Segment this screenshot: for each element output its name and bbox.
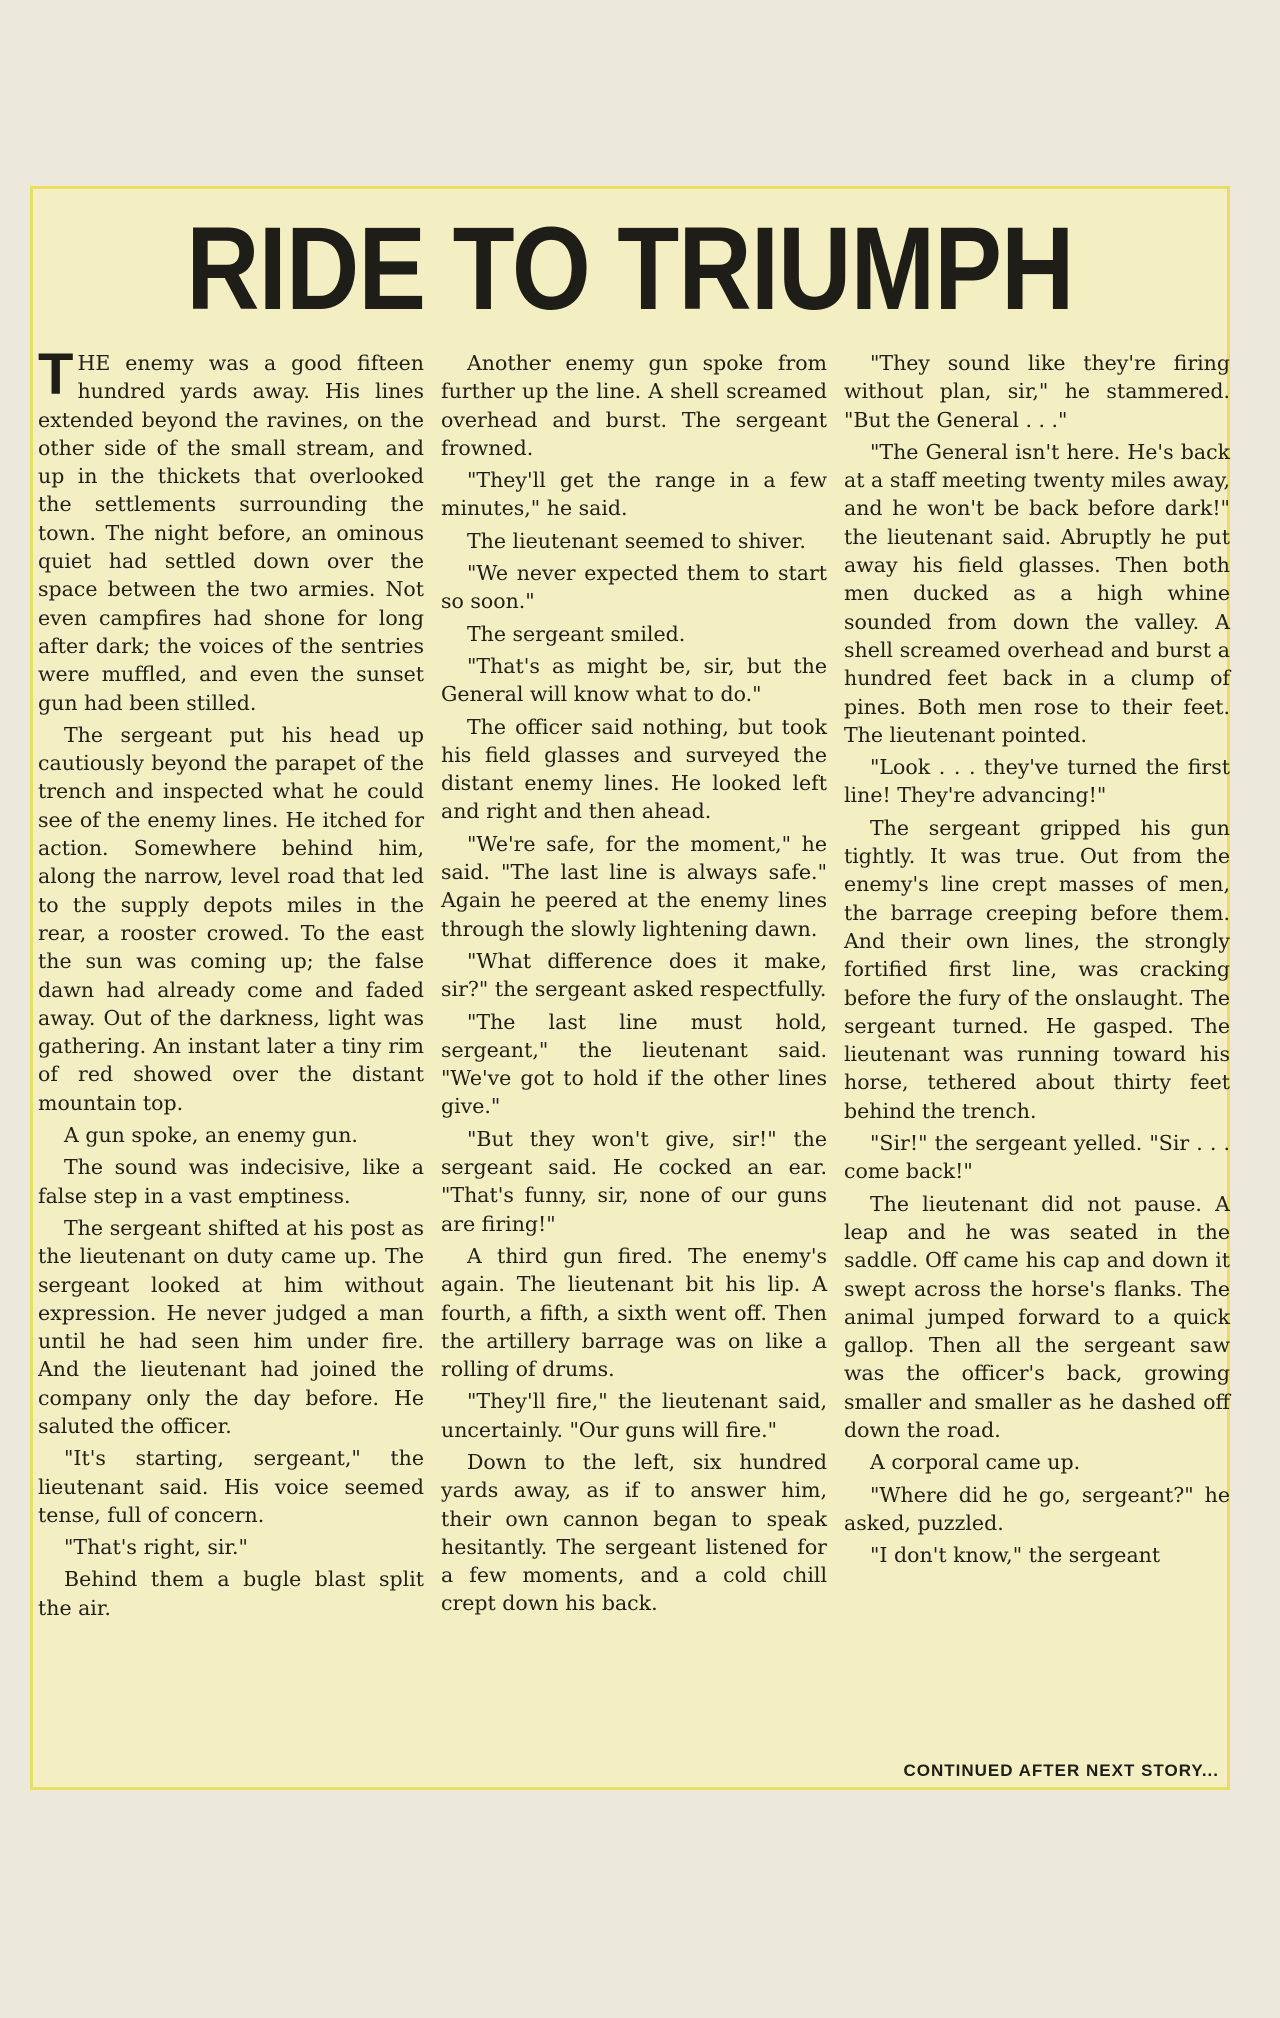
paragraph: A corporal came up. bbox=[870, 1450, 1081, 1475]
paragraph: "We never expected them to start so soon." bbox=[441, 561, 827, 614]
paragraph: "It's starting, sergeant," the lieutenant said. His voice seemed tense, full of concern. bbox=[38, 1446, 424, 1527]
paragraph: "The General isn't here. He's back at a staff meeting twenty miles away, and he won't be back before dark!" the lieutenant said. Abruptly he put away his field glasses. Then both men ducked as a high whine sounded from down the valley. A shell screamed overhead and burst a hundred feet back in a clump of pines. Both men rose to their feet. The lieutenant pointed. bbox=[844, 439, 1230, 747]
paragraph: Down to the left, six hundred yards away, as if to answer him, their own cannon began to speak hesitantly. The sergeant listened for a few moments, and a cold chill crept down his back. bbox=[441, 1449, 827, 1616]
paragraph: "But they won't give, sir!" the sergeant said. He cocked an ear. "That's funny, sir, none of our guns are firing!" bbox=[441, 1126, 827, 1236]
paragraph: "They'll get the range in a few minutes," he said. bbox=[441, 468, 827, 521]
paragraph: The sergeant put his head up cautiously beyond the parapet of the trench and inspected what he could see of the enemy lines. He itched for action. Somewhere behind him, along the narrow, level road that led to the supply depots miles in the rear, a rooster crowed. To the east the sun was coming up; the false dawn had already come and faded away. Out of the darkness, light was gathering. An instant later a tiny rim of red showed over the distant mountain top. bbox=[38, 722, 424, 1115]
paragraph: The sound was indecisive, like a false step in a vast emptiness. bbox=[38, 1155, 424, 1208]
text-column-3 bbox=[844, 349, 1230, 1573]
paragraph: The sergeant shifted at his post as the lieutenant on duty came up. The sergeant looked at him without expression. He never judged a man until he had seen him under fire. And the lieutenant had joined the company only the day before. He saluted the officer. bbox=[38, 1215, 424, 1438]
paragraph: The lieutenant seemed to shiver. bbox=[467, 528, 806, 553]
continued-notice: CONTINUED AFTER NEXT STORY... bbox=[903, 1761, 1219, 1780]
story-title bbox=[33, 189, 1227, 349]
paragraph: The sergeant gripped his gun tightly. It was true. Out from the enemy's line crept masses of men, the barrage creeping before them. And their own lines, the strongly fortified first line, was cracking before the fury of the onslaught. The sergeant turned. He gasped. The lieutenant was running toward his horse, tethered about thirty feet behind the trench. bbox=[844, 815, 1230, 1123]
paragraph: "Where did he go, sergeant?" he asked, puzzled. bbox=[844, 1482, 1230, 1535]
story-title-text: RIDE TO TRIUMPH bbox=[186, 203, 1074, 335]
paragraph: Another enemy gun spoke from further up the line. A shell screamed overhead and burst. The sergeant frowned. bbox=[441, 351, 827, 460]
text-column-2 bbox=[441, 349, 827, 1622]
paragraph: The officer said nothing, but took his field glasses and surveyed the distant enemy lines. He looked left and right and then ahead. bbox=[441, 714, 827, 824]
paragraph: Behind them a bugle blast split the air. bbox=[38, 1567, 424, 1620]
drop-cap: T bbox=[38, 342, 74, 407]
paragraph: THE enemy was a good fifteen hundred yards away. His lines extended beyond the ravines, on the other side of the small stream, and up in the thickets that overlooked the settlements surrounding the town. The night before, an ominous quiet had settled down over the space between the two armies. Not even campfires had shone for long after dark; the voices of the sentries were muffled, and even the sunset gun had been stilled. bbox=[38, 342, 424, 715]
paragraph: The lieutenant did not pause. A leap and he was seated in the saddle. Off came his cap and down it swept across the horse's flanks. The animal jumped forward to a quick gallop. Then all the sergeant saw was the officer's back, growing smaller and smaller as he dashed off down the road. bbox=[844, 1191, 1230, 1442]
paragraph: "Sir!" the sergeant yelled. "Sir . . . come back!" bbox=[844, 1131, 1230, 1184]
paragraph: A gun spoke, an enemy gun. bbox=[64, 1123, 358, 1148]
text-column-1 bbox=[38, 342, 424, 1626]
paragraph: "What difference does it make, sir?" the sergeant asked respectfully. bbox=[441, 948, 827, 1002]
paragraph: A third gun fired. The enemy's again. The lieutenant bit his lip. A fourth, a fifth, a sixth went off. Then the artillery barrage was on like a rolling of drums. bbox=[441, 1243, 827, 1382]
paragraph: "They sound like they're firing without plan, sir," he stammered. "But the General . . ." bbox=[844, 351, 1230, 432]
paragraph: "The last line must hold, sergeant," the lieutenant said. "We've got to hold if the other lines give." bbox=[441, 1009, 827, 1119]
paragraph: "I don't know," the sergeant bbox=[870, 1543, 1161, 1568]
paragraph: "They'll fire," the lieutenant said, uncertainly. "Our guns will fire." bbox=[441, 1389, 827, 1442]
paragraph: "That's right, sir." bbox=[64, 1535, 248, 1560]
story-panel bbox=[30, 186, 1230, 1790]
paragraph: "That's as might be, sir, but the General will know what to do." bbox=[441, 653, 827, 707]
paragraph: "We're safe, for the moment," he said. "The last line is always safe." Again he peered at the enemy lines through the slowly lightening dawn. bbox=[441, 831, 827, 941]
paragraph: "Look . . . they've turned the first line! They're advancing!" bbox=[844, 755, 1230, 808]
paragraph: The sergeant smiled. bbox=[467, 621, 686, 646]
